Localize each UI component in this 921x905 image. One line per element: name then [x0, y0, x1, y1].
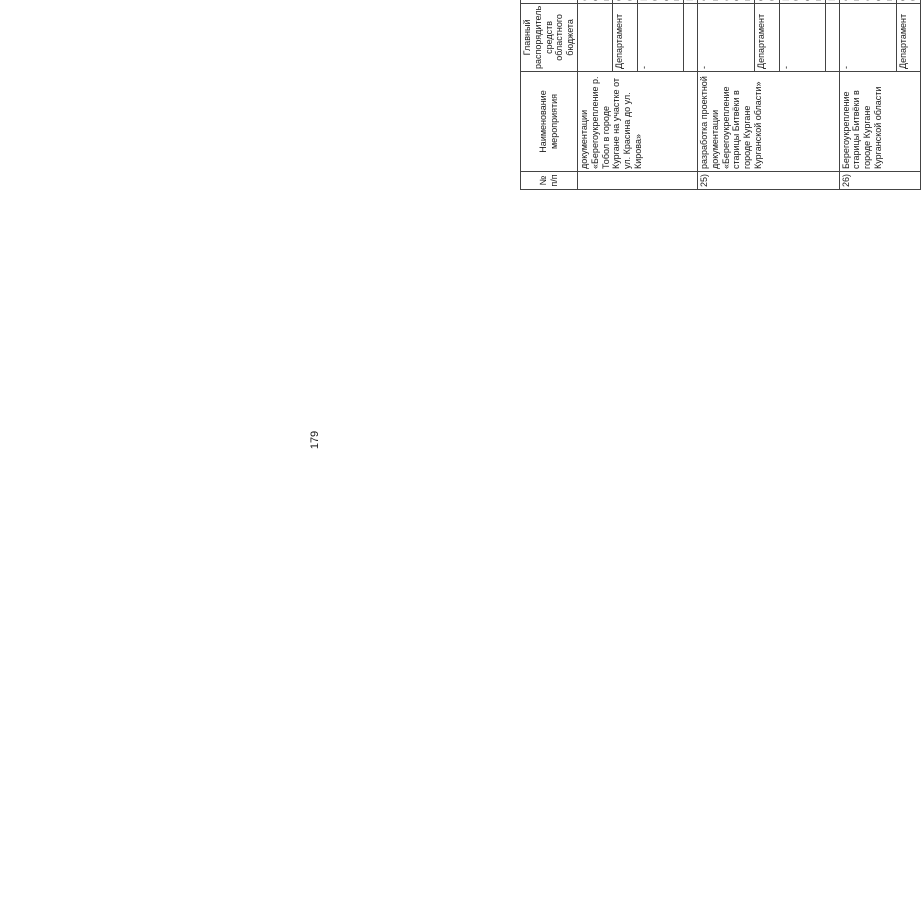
- row-name: документации «Берегоукрепление р. Тобол в городе Кургане на участке от ул. Красина до ул. Кирова»: [577, 71, 697, 171]
- header-source: [521, 0, 578, 3]
- row-source: [896, 0, 921, 3]
- row-dept: Департамент: [613, 3, 638, 71]
- row-name: разработка проектной документации «Берегоукрепление старицы Битвёки в городе Кургане Курганской области»: [697, 71, 839, 171]
- table-row: [839, 0, 896, 190]
- financing-table-sheet: [520, 0, 921, 190]
- row-source: [684, 0, 698, 3]
- table-row: [577, 0, 612, 190]
- row-dept: [684, 3, 698, 71]
- header-name: Наименование мероприятия: [521, 71, 578, 171]
- page-number: 179: [309, 430, 322, 450]
- row-source: [637, 0, 683, 3]
- row-dept: -: [779, 3, 825, 71]
- row-no: [577, 171, 697, 189]
- row-source: [839, 0, 896, 3]
- row-dept: Департамент: [754, 3, 779, 71]
- row-source: [754, 0, 779, 3]
- row-source: [697, 0, 754, 3]
- row-name: Берегоукрепление старицы Битвёки в городе Кургане Курганской области: [839, 71, 921, 171]
- row-dept: -: [697, 3, 754, 71]
- header-no: № п/п: [521, 171, 578, 189]
- row-source: [577, 0, 612, 3]
- table-row: [697, 0, 754, 190]
- financing-table: [520, 0, 921, 190]
- row-dept: Департамент: [896, 3, 921, 71]
- row-source: [825, 0, 839, 3]
- row-dept: [825, 3, 839, 71]
- row-dept: -: [839, 3, 896, 71]
- header-dept: Главный распорядитель средств областного бюджета: [521, 3, 578, 71]
- row-no: 25): [697, 171, 839, 189]
- row-source: [613, 0, 638, 3]
- row-no: 26): [839, 171, 921, 189]
- row-dept: [577, 3, 612, 71]
- row-dept: -: [637, 3, 683, 71]
- row-source: [779, 0, 825, 3]
